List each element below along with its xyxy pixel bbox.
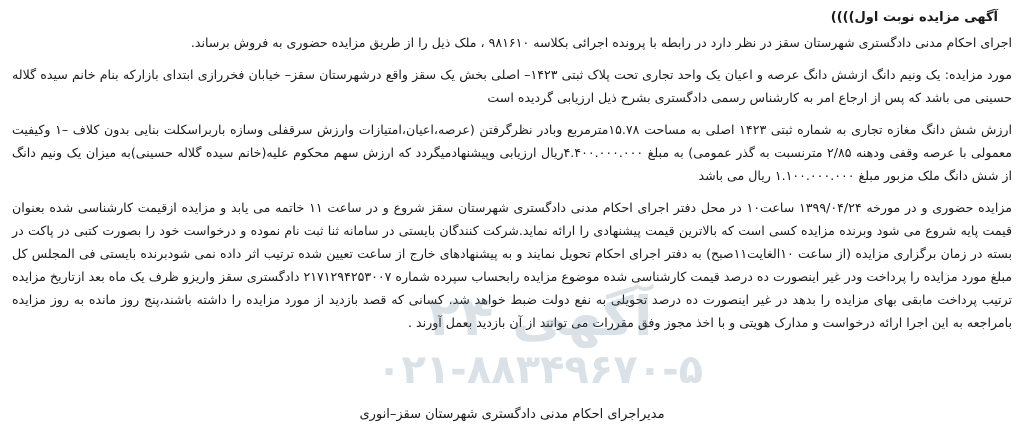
signature-line: مدیراجرای احکام مدنی دادگستری شهرستان سقز–انوری <box>359 407 665 422</box>
notice-title: آگهی مزایده نوبت اول)))) <box>830 10 998 25</box>
terms-paragraph: مزایده حضوری و در مورخه ۱۳۹۹/۰۴/۲۴ ساعت۱۰ در محل دفتر اجرای احکام مدنی دادگستری شهرستان سقز شروع و در ساعت ۱۱ خاتمه می یابد و مزایده ازقیمت کارشناسی شده بعنوان قیمت پایه شروع می شود وبرنده مزایده کسی است که بالاترین قیمت پیشنهادی را ارائه نماید.شرکت کنندگان بایستی در سامانه ثنا ثبت نام نموده و درخواست خود را بصورت کتبی در پاکت در بسته در زمان برگزاری مزایده (از ساعت ۱۰الغایت۱۱صبح) به دفتر اجرای احکام تحویل نمایند و به پیشنهادهای خارج از ساعت تعیین شده ترتیب اثر داده نمی شودبرنده بایستی فی المجلس کل مبلغ مورد مزایده را پرداخت ودر غیر اینصورت ده درصد قیمت کارشناسی شده موضوع مزایده رابحساب سپرده شماره ۲۱۷۱۲۹۴۲۵۳۰۰۷ دادگستری سقز واریزو ظرف یک ماه بعد ازتاریخ مزایده ترتیب پرداخت مابقی بهای مزایده را بدهد در غیر اینصورت ده درصد تحویلی به نفع دولت ضبط خواهد شد. کسانی که قصد بازدید از مورد مزایده را داشته باشند،پنج روز مانده به روز مزایده بامراجعه به این اجرا ارائه درخواست و مدارک هویتی و با اخذ مجوز وفق مقررات می توانند از آن بازدید بعمل آورند . <box>12 200 1013 330</box>
valuation-paragraph: ارزش شش دانگ مغازه تجاری به شماره ثبتی ۱۴۲۳ اصلی به مساحت ۱۵.۷۸مترمربع وبادر نظرگرفتن (عرصه،اعیان،امتیازات وارزش سرقفلی وسازه باربراسکلت بنایی بدون کلاف –۱ وکیفیت معمولی با عرصه وقفی ودهنه ۲/۸۵ مترنسبت به گذر عمومی) به مبلغ ۴.۴۰۰.۰۰۰.۰۰۰ریال ارزیابی وپیشنهادمیگردد که ارزش سهم محکوم علیه(خانم سیده گلاله حسینی)به میزان یک ونیم دانگ از شش دانگ ملک مزبور مبلغ ۱.۱۰۰.۰۰۰.۰۰۰ ریال می باشد <box>12 122 1012 183</box>
watermark-phone: ۰۲۱-۸۸۳۴۹۶۷۰-۵ <box>376 347 704 393</box>
intro-paragraph: اجرای احکام مدنی دادگستری شهرستان سقز در نظر دارد در رابطه با پرونده اجرائی بکلاسه ۹۸۱۶۱۰ ، ملک ذیل را از طریق مزایده حضوری به فروش برساند. <box>190 35 1012 50</box>
watermark-brand: آگهی ۲۴ <box>427 285 653 348</box>
subject-paragraph: مورد مزایده: یک ونیم دانگ ازشش دانگ عرصه و اعیان یک واحد تجاری تحت پلاک ثبتی ۱۴۲۳– اصلی بخش یک سقز واقع درشهرستان سقز– خیابان فخررازی ابتدای بازارکه بنام خانم سیده گلاله حسینی می باشد که پس از ارجاع امر به کارشناس رسمی دادگستری بشرح ذیل ارزیابی گردیده است <box>12 67 1012 105</box>
